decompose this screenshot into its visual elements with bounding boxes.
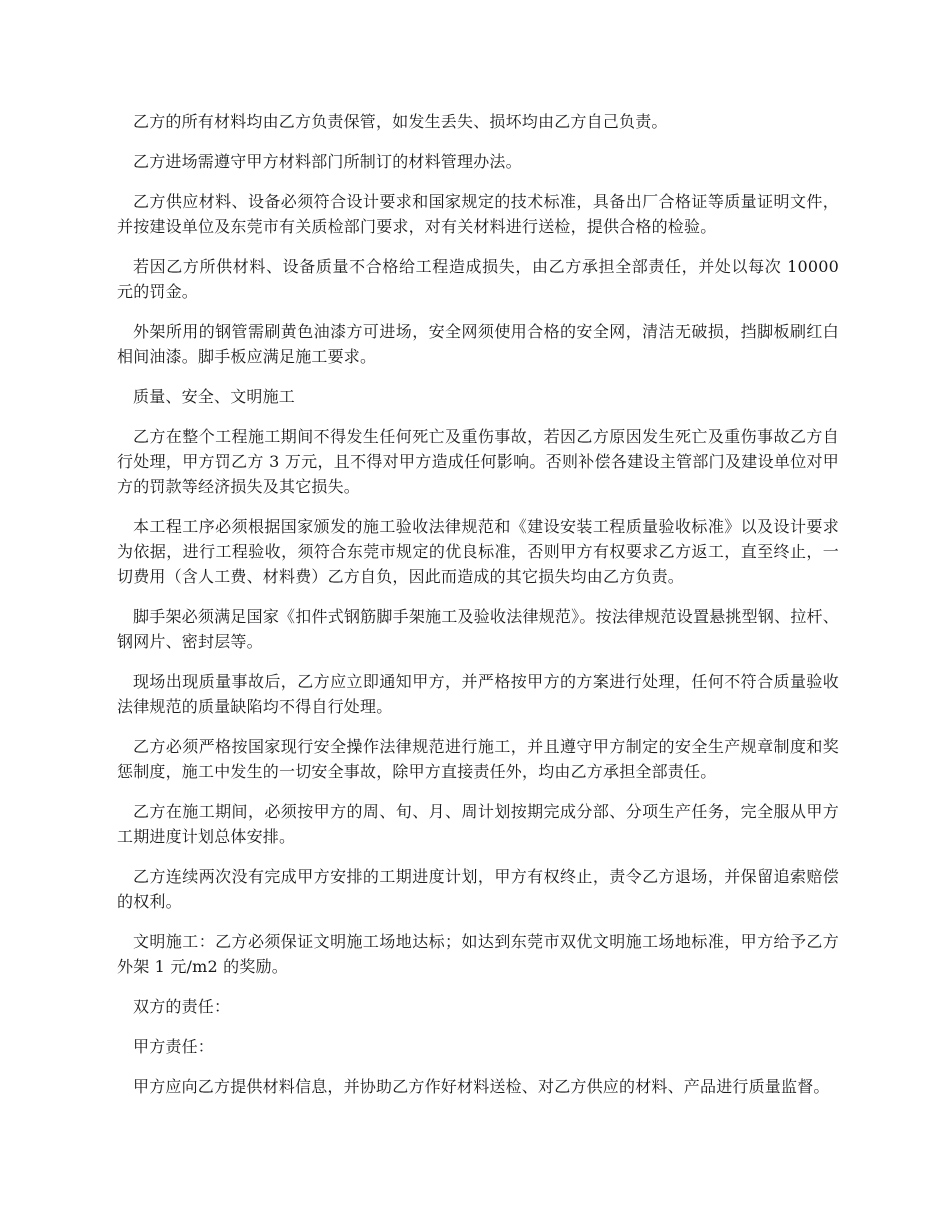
paragraph-civilized-construction: 文明施工：乙方必须保证文明施工场地达标；如达到东莞市双优文明施工场地标准，甲方给予乙方外架 1 元/m2 的奖励。 [117, 932, 839, 976]
paragraph-schedule-compliance: 乙方在施工期间，必须按甲方的周、旬、月、周计划按期完成分部、分项生产任务，完全服从甲方工期进度计划总体安排。 [117, 802, 839, 846]
section-heading-responsibilities: 双方的责任： [133, 997, 231, 1016]
paragraph-schedule-termination: 乙方连续两次没有完成甲方安排的工期进度计划，甲方有权终止，责令乙方退场，并保留追索赔偿的权利。 [117, 867, 839, 911]
paragraph-quality-penalty: 若因乙方所供材料、设备质量不合格给工程造成损失，由乙方承担全部责任，并处以每次 10000 元的罚金。 [117, 257, 839, 301]
paragraph-safety-operation: 乙方必须严格按国家现行安全操作法律规范进行施工，并且遵守甲方制定的安全生产规章制度和奖惩制度，施工中发生的一切安全事故，除甲方直接责任外，均由乙方承担全部责任。 [117, 737, 839, 781]
paragraph-accident-liability: 乙方在整个工程施工期间不得发生任何死亡及重伤事故，若因乙方原因发生死亡及重伤事故乙方自行处理，甲方罚乙方 3 万元，且不得对甲方造成任何影响。否则补偿各建设主管部门及建设单位对甲方的罚款等经济损失及其它损失。 [117, 427, 839, 496]
paragraph-party-a-duties: 甲方应向乙方提供材料信息，并协助乙方作好材料送检、对乙方供应的材料、产品进行质量监督。 [133, 1077, 830, 1096]
paragraph-acceptance-standards: 本工程工序必须根据国家颁发的施工验收法律规范和《建设安装工程质量验收标准》以及设计要求为依据，进行工程验收，须符合东莞市规定的优良标准，否则甲方有权要求乙方返工，直至终止，一切费用（含人工费、材料费）乙方自负，因此而造成的其它损失均由乙方负责。 [117, 517, 839, 586]
paragraph-material-standards: 乙方供应材料、设备必须符合设计要求和国家规定的技术标准，具备出厂合格证等质量证明文件，并按建设单位及东莞市有关质检部门要求，对有关材料进行送检，提供合格的检验。 [117, 192, 839, 236]
paragraph-material-rules: 乙方进场需遵守甲方材料部门所制订的材料管理办法。 [133, 152, 522, 171]
paragraph-quality-incident: 现场出现质量事故后，乙方应立即通知甲方，并严格按甲方的方案进行处理，任何不符合质量验收法律规范的质量缺陷均不得自行处理。 [117, 672, 839, 716]
section-heading-quality-safety: 质量、安全、文明施工 [133, 387, 296, 406]
section-heading-party-a: 甲方责任： [133, 1037, 215, 1056]
paragraph-material-custody: 乙方的所有材料均由乙方负责保管，如发生丢失、损坏均由乙方自己负责。 [133, 112, 668, 131]
paragraph-scaffold-regulation: 脚手架必须满足国家《扣件式钢筋脚手架施工及验收法律规范》。按法律规范设置悬挑型钢、拉杆、钢网片、密封层等。 [117, 607, 839, 651]
paragraph-scaffold-pipes: 外架所用的钢管需刷黄色油漆方可进场，安全网须使用合格的安全网，清洁无破损，挡脚板刷红白相间油漆。脚手板应满足施工要求。 [117, 322, 839, 366]
document-body [117, 109, 839, 1114]
